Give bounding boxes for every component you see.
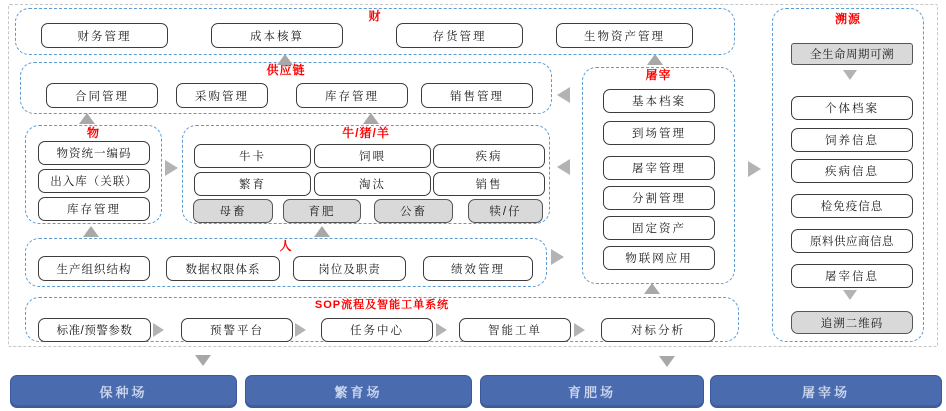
- flow-arrow-up-icon: [644, 283, 660, 294]
- diagram-node: 屠宰信息: [791, 264, 913, 288]
- diagram-node: 到场管理: [603, 121, 715, 145]
- flow-arrow-up-icon: [363, 113, 379, 124]
- material-section: [25, 125, 162, 224]
- flow-arrow-left-icon: [557, 159, 570, 175]
- diagram-node: 分割管理: [603, 186, 715, 210]
- flow-arrow-down-icon: [843, 70, 857, 80]
- diagram-node: 淘汰: [314, 172, 431, 196]
- farm-bar-slaughter: 屠宰场: [710, 375, 942, 408]
- diagram-node: 合同管理: [46, 83, 158, 108]
- flow-arrow-down-icon: [843, 290, 857, 300]
- diagram-node: 饲喂: [314, 144, 431, 168]
- diagram-node: 疾病: [433, 144, 545, 168]
- diagram-node: 犊/仔: [468, 199, 543, 223]
- diagram-node: 销售: [433, 172, 545, 196]
- diagram-node: 固定资产: [603, 216, 715, 240]
- diagram-node: 检免疫信息: [791, 194, 913, 218]
- flow-arrow-up-icon: [277, 54, 293, 65]
- diagram-node: 成本核算: [211, 23, 343, 48]
- sop-section-title: SOP流程及智能工单系统: [314, 299, 450, 311]
- diagram-node: 销售管理: [421, 83, 533, 108]
- flow-arrow-up-icon: [314, 226, 330, 237]
- diagram-node: 数据权限体系: [166, 256, 280, 281]
- farm-bar-breeding-stock: 保种场: [10, 375, 237, 408]
- diagram-node: 公畜: [374, 199, 453, 223]
- finance-section-title: 财: [368, 9, 382, 23]
- diagram-node: 个体档案: [791, 96, 913, 120]
- trace-section-title: 溯源: [834, 12, 861, 26]
- people-section: [25, 238, 547, 287]
- diagram-node: 出入库（关联）: [38, 169, 150, 193]
- diagram-node: 岗位及职责: [293, 256, 406, 281]
- diagram-node: 智能工单: [459, 318, 571, 342]
- farm-bar-fattening: 育肥场: [480, 375, 704, 408]
- trace-section: [772, 8, 924, 342]
- supply-chain-section-title: 供应链: [266, 63, 306, 77]
- diagram-node: 饲养信息: [791, 128, 913, 152]
- diagram-node: 生物资产管理: [556, 23, 693, 48]
- diagram-node: 疾病信息: [791, 159, 913, 183]
- diagram-node: 对标分析: [601, 318, 715, 342]
- diagram-node: 标准/预警参数: [38, 318, 151, 342]
- flow-arrow-right-icon: [436, 323, 447, 337]
- diagram-node: 追溯二维码: [791, 311, 913, 334]
- flow-arrow-left-icon: [557, 87, 570, 103]
- slaughter-section: [582, 67, 735, 284]
- diagram-node: 生产组织结构: [38, 256, 150, 281]
- sop-section: [25, 297, 739, 342]
- diagram-node: 财务管理: [41, 23, 168, 48]
- diagram-node: 全生命周期可溯: [791, 43, 913, 65]
- flow-arrow-up-icon: [79, 113, 95, 124]
- flow-arrow-right-icon: [165, 160, 178, 176]
- diagram-node: 育肥: [283, 199, 361, 223]
- diagram-node: 采购管理: [176, 83, 268, 108]
- diagram-node: 库存管理: [296, 83, 408, 108]
- flow-arrow-down-icon: [659, 356, 675, 367]
- diagram-node: 物联网应用: [603, 246, 715, 270]
- material-section-title: 物: [86, 126, 100, 140]
- diagram-node: 任务中心: [321, 318, 433, 342]
- livestock-section: [182, 125, 550, 224]
- supply-chain-section: [20, 62, 552, 114]
- finance-section: [15, 8, 735, 55]
- flow-arrow-up-icon: [83, 226, 99, 237]
- diagram-node: 预警平台: [181, 318, 293, 342]
- diagram-node: 绩效管理: [423, 256, 533, 281]
- flow-arrow-right-icon: [748, 161, 761, 177]
- diagram-node: 存货管理: [396, 23, 523, 48]
- flow-arrow-down-icon: [195, 355, 211, 366]
- diagram-node: 牛卡: [194, 144, 311, 168]
- diagram-node: 母畜: [193, 199, 273, 223]
- flow-arrow-right-icon: [574, 323, 585, 337]
- livestock-section-title: 牛/猪/羊: [342, 126, 390, 140]
- diagram-node: 原料供应商信息: [791, 229, 913, 253]
- diagram-node: 屠宰管理: [603, 156, 715, 180]
- farm-bar-reproduction: 繁育场: [245, 375, 472, 408]
- diagram-node: 繁育: [194, 172, 311, 196]
- flow-arrow-right-icon: [153, 323, 164, 337]
- diagram-node: 物资统一编码: [38, 141, 150, 165]
- slaughter-section-title: 屠宰: [645, 68, 672, 82]
- diagram-node: 库存管理: [38, 197, 150, 221]
- flow-arrow-right-icon: [551, 249, 564, 265]
- flow-arrow-right-icon: [295, 323, 306, 337]
- flow-arrow-up-icon: [647, 54, 663, 65]
- diagram-node: 基本档案: [603, 89, 715, 113]
- people-section-title: 人: [279, 239, 293, 253]
